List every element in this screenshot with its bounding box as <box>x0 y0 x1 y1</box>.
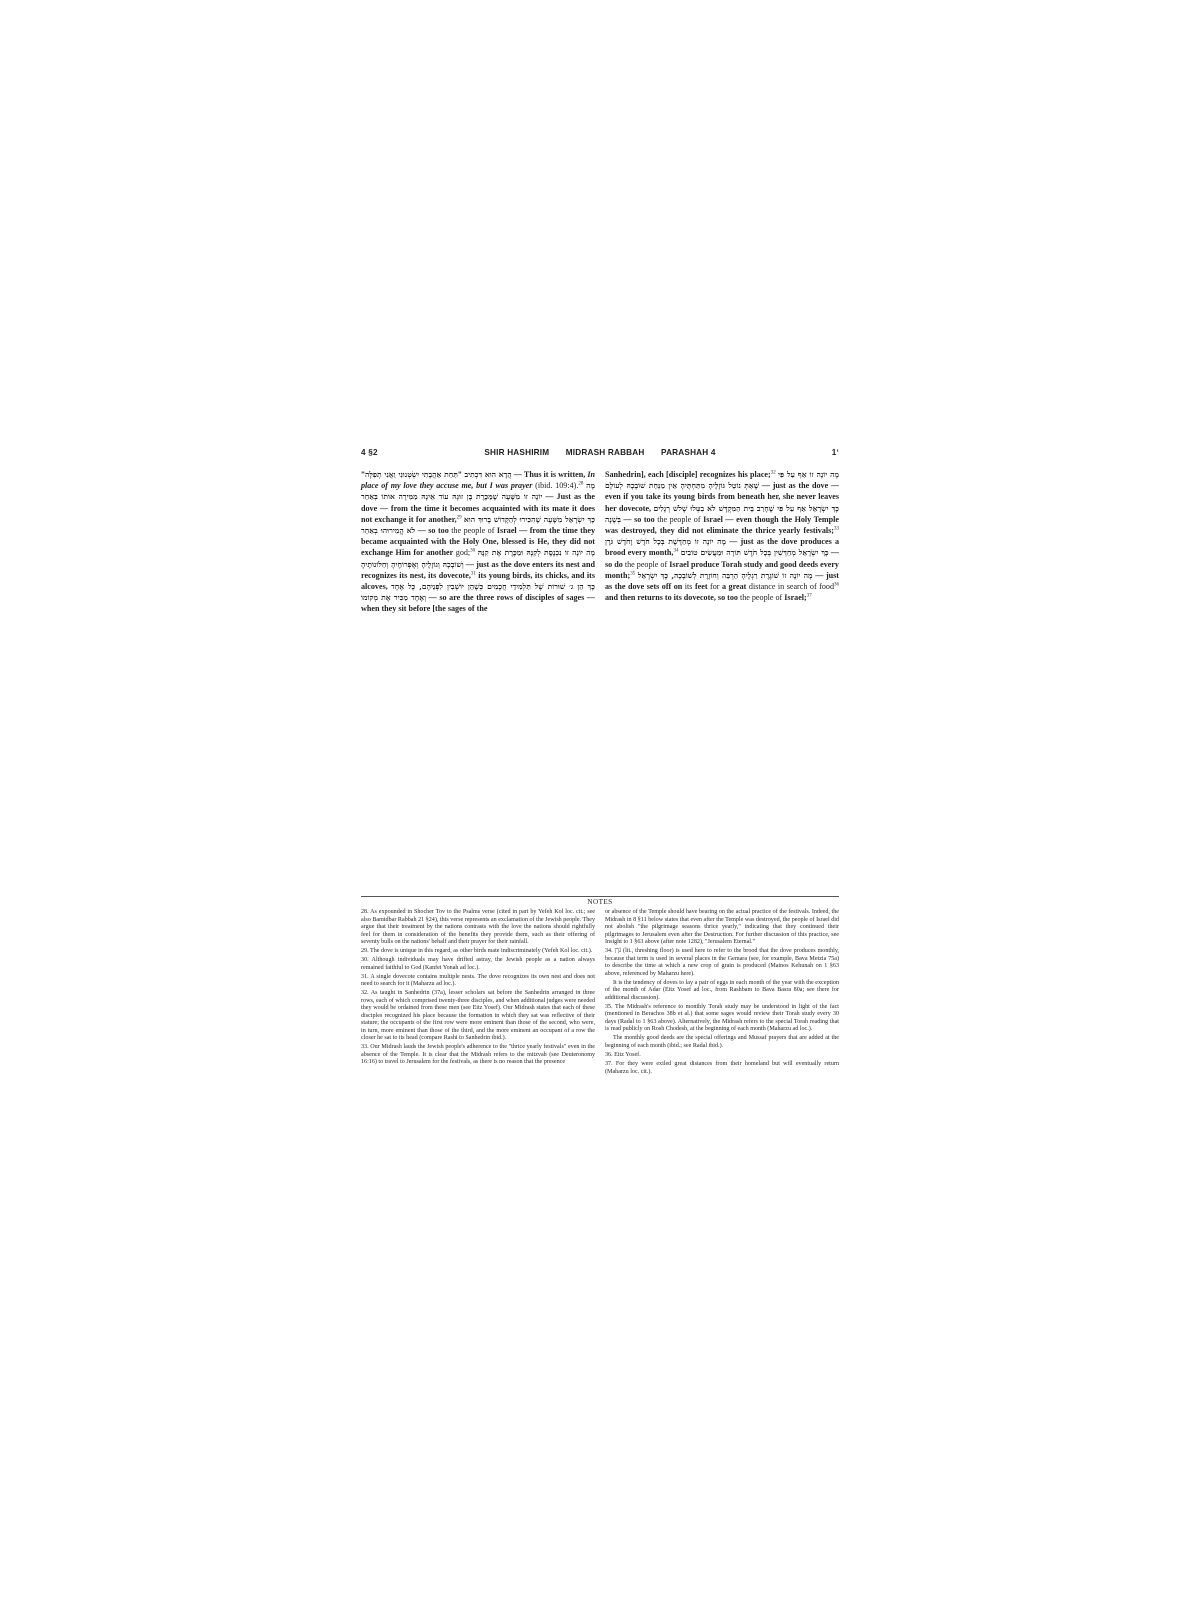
translation-phrase: — so are the three rows of disciples of sages — when they sit before [the sages of the <box>361 593 595 614</box>
note-ref: 28 <box>578 481 584 487</box>
note-ref: 32 <box>770 470 776 476</box>
footnote: 34. גֹּרֶן (lit., threshing floor) is used here to refer to the brood that the dove produces monthly, because that term is used in several places in the Gemara (see, for example, Bava Metzia 75a) to describe the time at which a new crop of grain is produced (Matnos Kehunah on 1 §63 above, referenced by Maharzu here). <box>605 948 840 977</box>
footnote: 29. The dove is unique in this regard, as other birds mate indiscriminately (Yefeh Kol loc. cit.). <box>361 948 593 955</box>
hebrew-phrase: מָה יוֹנָה זוֹ אַף עַל פִּי שֶׁאַתְּ נוֹטֵל גּוֹזָלֶיהָ מִתַּחְתֶּיהָ אֵין מַנַּחַת שׁוֹבָכָהּ לְעוֹלָם <box>605 470 840 491</box>
text-column-left <box>361 469 595 615</box>
hebrew-phrase: מָה יוֹנָה זוֹ מְחַדֶּשֶׁת בְּכָל חֹדֶשׁ וָחֹדֶשׁ גֹּרֶן <box>605 537 727 547</box>
hebrew-phrase: כָּךְ הֵן ג׳ שׁוּרוֹת שֶׁל תַּלְמִידֵי חֲכָמִים כְּשֶׁהֵן יוֹשְׁבִין לִפְנֵיהֶם, כָּל אֶחָד וְאֶחָד מַכִּיר אֶת מְקוֹמוֹ <box>361 582 595 603</box>
hebrew-phrase: הֲדָא הוּא דִּכְתִיב "תַּחַת אַהֲבָתִי יִשְׂטְנוּנִי וַאֲנִי תְפִלָּה" <box>361 470 512 479</box>
translation-phrase: — so too <box>415 526 449 536</box>
notes-heading: NOTES <box>587 898 613 906</box>
footnote: 30. Although individuals may have drifted astray, the Jewish people as a nation always remained faithful to God (Kanfei Yonah ad loc.). <box>361 957 595 971</box>
running-title-work: MIDRASH RABBAH <box>565 448 645 457</box>
translation-phrase: the people of <box>737 593 785 603</box>
hebrew-phrase: כָּךְ יִשְׂרָאֵל מְחַדְּשִׁין בְּכָל חֹדֶשׁ תּוֹרָה וּמַעֲשִׂים טוֹבִים <box>680 548 829 558</box>
footnote: 35. The Midrash's reference to monthly Torah study may be understood in light of the fact (mentioned in Berachos 38b et al.) that some sages would review their Torah study every 30 days (Radal to 1 §63 above). Alternatively, the Midrash refers to the special Torah reading that is read publicly on Rosh Chodesh, at the beginning of each month (Maharzu ad loc.). <box>605 1003 839 1033</box>
hebrew-phrase: כָּךְ יִשְׂרָאֵל מִשָּׁעָה שֶׁהִכִּירוּ לְהַקָּדוֹשׁ בָּרוּךְ הוּא לֹא הֱמִירוּהוּ בְאַחֵר <box>361 514 595 536</box>
running-title-parashah: PARASHAH 4 <box>661 448 716 457</box>
note-ref: 33 <box>834 526 839 532</box>
hebrew-phrase: כָּךְ יִשְׂרָאֵל אַף עַל פִּי שֶׁחָרַב בֵּית הַמִּקְדָּשׁ לֹא בִטְּלוּ שָׁלֹשׁ רְגָלִים בְּשָׁנָה <box>605 503 840 524</box>
translation-phrase: Israel — from the time they became acquainted with the Holy One, blessed is He, they did not exchange Him for another <box>361 526 595 558</box>
translation-phrase: — just as the dove produces a brood every month, <box>605 537 839 558</box>
translation-phrase: for <box>707 582 722 592</box>
notes-column-right <box>605 909 839 1078</box>
footnote: 32. As taught in Sanhedrin (37a), lesser scholars sat before the Sanhedrin arranged in three rows, each of which comprised twenty-three disciples, and when additional judges were needed they would be ordained from these men (see Eitz Yosef). Our Midrash states that each of these disciples recognized his place because the formation in which they sat was reflective of their stature; the occupants of the first row were more eminent than those of the second, who were, in turn, more eminent than those of the third, and the more eminent an occupant of a row the closer he sat to its head (compare Rashi to Sanhedrin ibid.). <box>361 990 595 1042</box>
translation-phrase: the people of <box>448 526 497 536</box>
citation: (ibid. 109:4). <box>532 481 579 491</box>
verse-quote: In place of my love they accuse me, but I was prayer <box>361 470 596 491</box>
translation-phrase: Israel — even though the Holy Temple was destroyed, they did not eliminate the thrice yearly festivals; <box>605 514 839 536</box>
note-ref: 36 <box>834 582 839 588</box>
footnote: 28. As expounded in Shocher Tov to the Psalms verse (cited in part by Yefeh Kol loc. cit.; see also Bamidbar Rabbah 21 §24), this verse represents an exclamation of the Jewish people. They argue that their treatment by the nations contrasts with the love the nations should rightfully feel for them in consideration of the benefits they provide them, such as their offering of seventy bulls on the nations' behalf and their prayer for their rainfall. <box>361 909 595 945</box>
footnote: 37. For they were exiled great distances from their homeland but will eventually return (Maharzu loc. cit.). <box>605 1061 839 1075</box>
footnote: or absence of the Temple should have bearing on the actual practice of the festivals. Indeed, the Midrash in 8 §11 below states that even after the Temple was destroyed, the people of Israel did not abolish "the pilgrimage seasons thrice yearly," indicating that they continued their pilgrimages to Jerusalem even after the Destruction. For further discussion of this practice, see Insight to 1 §63 above (after note 1282), "Jerusalem Eternal." <box>605 909 839 945</box>
translation-phrase: — so do <box>605 548 839 569</box>
running-header <box>361 448 839 462</box>
note-ref: 29 <box>456 515 462 521</box>
translation-phrase: Sanhedrin], each [disciple] recognizes his place; <box>605 470 771 479</box>
translation-phrase: Israel; <box>784 593 807 603</box>
folio-number: 1ʻ <box>831 448 839 457</box>
footnote: 36. Eitz Yosef. <box>605 1051 641 1058</box>
translation-phrase: — just as the dove — even if you take its young birds from beneath her, she never leaves her dovecote, <box>605 481 839 513</box>
translation-phrase: a great <box>722 582 747 592</box>
translation-phrase: the people of <box>654 514 704 524</box>
hebrew-phrase: מָה יוֹנָה זוֹ שׁוֹגֶרֶת רַגְלֶיהָ הַרְבֵּה וְחוֹזֶרֶת לְשׁוֹבָכָהּ, כָּךְ יִשְׂרָאֵל <box>637 570 813 580</box>
translation-phrase: distance in search of food <box>746 582 834 592</box>
footnote: The monthly good deeds are the special offerings and Mussaf prayers that are added at the beginning of each month (ibid.; see Radal ibid.). <box>605 1035 839 1049</box>
note-ref: 34 <box>673 548 679 554</box>
translation-phrase: — Thus it is written, <box>511 470 588 479</box>
note-ref: 30 <box>470 548 476 554</box>
translation-phrase: — just as the dove sets off on <box>605 570 839 592</box>
translation-phrase: — just as the dove enters its nest and recognizes its nest, its dovecote, <box>361 559 595 580</box>
notes-column-left <box>361 909 595 1069</box>
footnote: 33. Our Midrash lauds the Jewish people's adherence to the "thrice yearly festivals" even in the absence of the Temple. It is clear that the Midrash refers to the mitzvah (see Deuteronomy 16:16) to travel to Jerusalem for the festivals, as there is no reason that the presence <box>361 1044 595 1066</box>
footnote: It is the tendency of doves to lay a pair of eggs in each month of the year with the exception of the month of Adar (Eitz Yosef ad loc., from Rashbam to Bava Basra 80a; see there for additional discussion). <box>605 979 839 1001</box>
footnote: 31. A single dovecote contains multiple nests. The dove recognizes its own nest and does not need to search for it (Maharzu ad loc.). <box>361 973 595 988</box>
text-column-right <box>605 469 839 603</box>
running-title <box>361 448 839 457</box>
translation-phrase: — so too <box>620 514 655 524</box>
translation-phrase: Israel produce Torah study and good deeds every month; <box>605 559 839 580</box>
hebrew-phrase: מָה יוֹנָה זוֹ מִשָּׁעָה שֶׁמַּכֶּרֶת בֶּן זוּגָהּ עוֹד אֵינָהּ מַמִּירָה אוֹתוֹ בְּאַחֵר <box>361 481 595 502</box>
translation-phrase: its <box>682 582 695 592</box>
translation-phrase: — Just as the dove — from the time it becomes acquainted with its mate it does not exchange it for another, <box>361 492 595 524</box>
translation-phrase: and then returns to its dovecote, so too <box>605 593 738 603</box>
midrash-paragraph <box>605 469 839 603</box>
midrash-paragraph <box>361 469 595 615</box>
note-ref: 35 <box>630 571 636 577</box>
running-title-book: SHIR HASHIRIM <box>484 448 550 457</box>
notes-divider <box>361 896 839 897</box>
translation-phrase: god; <box>453 548 471 558</box>
translation-phrase: the people of <box>622 559 670 569</box>
translation-phrase: its young birds, its chicks, and its alcoves, <box>361 570 595 592</box>
note-ref: 37 <box>806 593 812 599</box>
section-number: 4 §2 <box>361 448 378 457</box>
translation-phrase: feet <box>694 582 708 592</box>
note-ref: 31 <box>470 571 476 577</box>
hebrew-phrase: מָה יוֹנָה זוֹ נִכְנֶסֶת לְקִנָּהּ וּמַכֶּרֶת אֶת קִנָּהּ וְשׁוֹבָכָהּ וְגוֹזָלֶיהָ וְאֶפְרוֹחֶיהָ וְחַלּוֹנוֹתֶיהָ <box>361 548 595 569</box>
